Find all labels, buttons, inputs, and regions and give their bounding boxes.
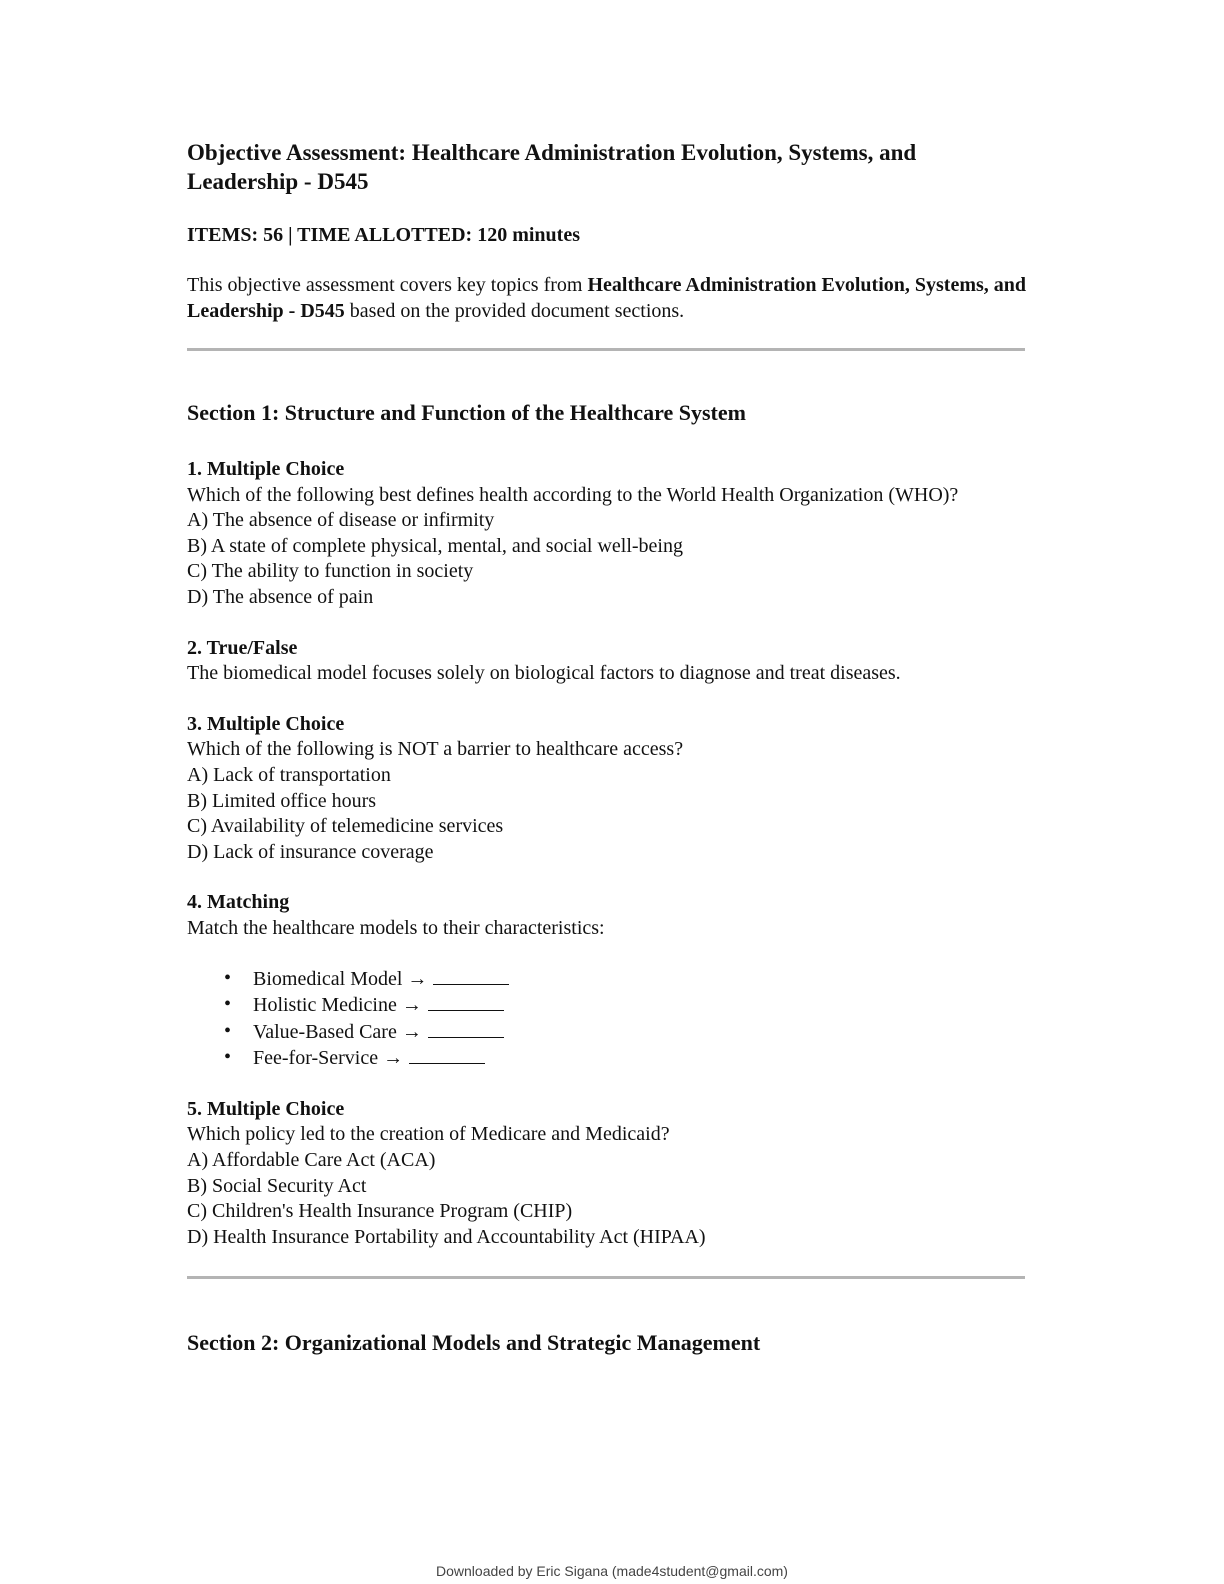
question-3-option-c: C) Availability of telemedicine services bbox=[187, 815, 504, 838]
question-5-option-d: D) Health Insurance Portability and Accountability Act (HIPAA) bbox=[187, 1225, 706, 1248]
answer-blank bbox=[409, 1045, 485, 1064]
question-3-type: 3. Multiple Choice bbox=[187, 712, 345, 735]
section-2-heading: Section 2: Organizational Models and Strategic Management bbox=[187, 1330, 761, 1356]
section-1-heading: Section 1: Structure and Function of the Healthcare System bbox=[187, 400, 746, 425]
question-5-prompt: Which policy led to the creation of Medicare and Medicaid? bbox=[187, 1123, 670, 1146]
question-5-type: 5. Multiple Choice bbox=[187, 1097, 345, 1120]
intro-course-name: Healthcare Administration Evolution, Systems, and Leadership - D545 bbox=[187, 274, 1027, 322]
answer-blank bbox=[428, 992, 504, 1011]
document-page bbox=[187, 138, 1027, 1357]
answer-blank bbox=[428, 1019, 504, 1038]
intro-paragraph bbox=[187, 272, 1027, 324]
question-1-prompt: Which of the following best defines health according to the World Health Organization (WHO)? bbox=[187, 483, 959, 506]
intro-prefix: This objective assessment covers key topics from bbox=[187, 274, 588, 296]
question-3-option-d: D) Lack of insurance coverage bbox=[187, 840, 434, 863]
download-footer: Downloaded by Eric Sigana (made4student@gmail.com) bbox=[436, 1563, 788, 1579]
question-3-option-b: B) Limited office hours bbox=[187, 789, 377, 812]
matching-item bbox=[224, 966, 1027, 993]
bullet-icon: • bbox=[224, 1019, 232, 1042]
matching-item-label: Value-Based Care → bbox=[253, 1020, 422, 1043]
question-5 bbox=[187, 1097, 1027, 1251]
items-time-line: ITEMS: 56 | TIME ALLOTTED: 120 minutes bbox=[187, 224, 580, 246]
matching-item-label: Biomedical Model → bbox=[253, 967, 428, 990]
question-4 bbox=[187, 890, 1027, 1072]
intro-suffix: based on the provided document sections. bbox=[344, 300, 685, 322]
matching-item bbox=[224, 992, 1027, 1019]
matching-item-label: Fee-for-Service → bbox=[253, 1047, 404, 1070]
section-divider bbox=[187, 1276, 1025, 1279]
question-1-option-b: B) A state of complete physical, mental, and social well-being bbox=[187, 534, 683, 557]
document-title: Objective Assessment: Healthcare Administration Evolution, Systems, and Leadership - D545 bbox=[187, 140, 917, 194]
question-2 bbox=[187, 636, 1027, 687]
question-5-option-b: B) Social Security Act bbox=[187, 1174, 367, 1197]
question-4-prompt: Match the healthcare models to their characteristics: bbox=[187, 916, 605, 939]
matching-item bbox=[224, 1019, 1027, 1046]
matching-item bbox=[224, 1045, 1027, 1072]
section-divider bbox=[187, 348, 1025, 351]
bullet-icon: • bbox=[224, 1046, 232, 1069]
bullet-icon: • bbox=[224, 993, 232, 1016]
matching-list bbox=[187, 966, 1027, 1072]
question-5-option-a: A) Affordable Care Act (ACA) bbox=[187, 1149, 436, 1172]
question-1-type: 1. Multiple Choice bbox=[187, 458, 345, 480]
question-1 bbox=[187, 457, 1027, 611]
matching-item-label: Holistic Medicine → bbox=[253, 994, 422, 1017]
question-1-option-c: C) The ability to function in society bbox=[187, 560, 474, 583]
bullet-icon: • bbox=[224, 966, 232, 989]
answer-blank bbox=[433, 966, 509, 985]
question-3-prompt: Which of the following is NOT a barrier to healthcare access? bbox=[187, 738, 684, 761]
question-3-option-a: A) Lack of transportation bbox=[187, 763, 391, 786]
question-3 bbox=[187, 712, 1027, 866]
question-5-option-c: C) Children's Health Insurance Program (CHIP) bbox=[187, 1200, 573, 1223]
question-2-type: 2. True/False bbox=[187, 636, 298, 659]
question-2-prompt: The biomedical model focuses solely on biological factors to diagnose and treat diseases. bbox=[187, 662, 901, 685]
question-1-option-a: A) The absence of disease or infirmity bbox=[187, 509, 495, 532]
question-4-type: 4. Matching bbox=[187, 891, 290, 914]
question-1-option-d: D) The absence of pain bbox=[187, 585, 374, 608]
